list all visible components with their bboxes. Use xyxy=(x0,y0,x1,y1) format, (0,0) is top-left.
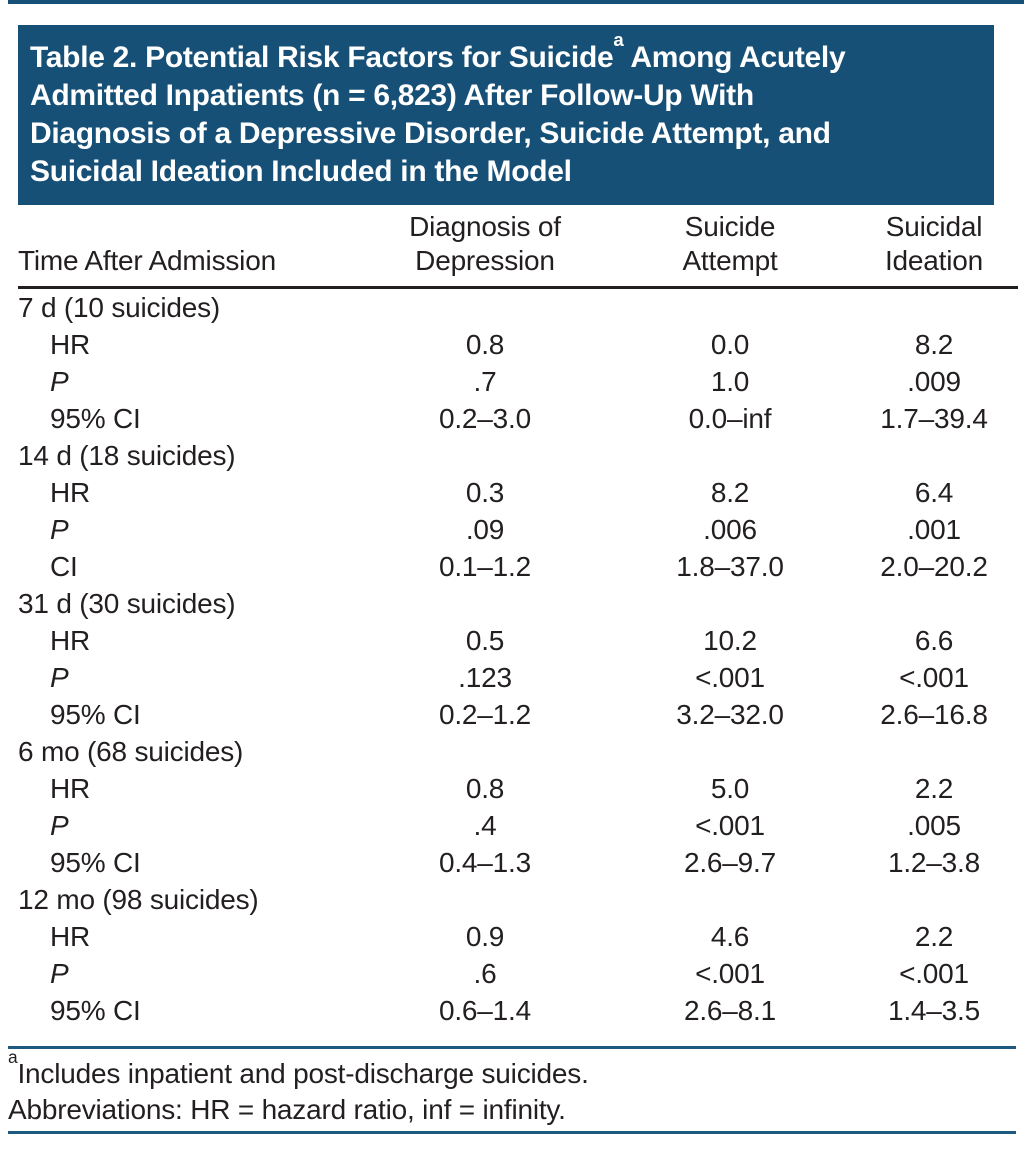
table-row xyxy=(18,955,1018,992)
table-row xyxy=(18,659,1018,696)
table-cell: 0.4–1.3 xyxy=(438,847,532,878)
table-cell: 2.0–20.2 xyxy=(880,551,988,582)
table-cell: 0.8 xyxy=(465,773,505,804)
table-cell: 2.2 xyxy=(914,921,954,952)
row-label: HR xyxy=(50,625,91,656)
table-cell xyxy=(610,585,850,622)
table-cell: .005 xyxy=(907,810,961,841)
table-cell xyxy=(360,437,610,474)
row-label: 95% CI xyxy=(50,847,141,878)
bottom-rule xyxy=(8,1131,1016,1134)
risk-factors-table xyxy=(18,210,1018,1029)
table-cell: 1.0 xyxy=(710,366,750,397)
table-cell: 2.6–8.1 xyxy=(683,995,777,1026)
table-cell xyxy=(360,733,610,770)
footnote-text: Includes inpatient and post-discharge suicides. xyxy=(17,1058,589,1089)
title-line-1 xyxy=(30,28,986,77)
row-label: 6 mo (68 suicides) xyxy=(18,736,244,767)
footnotes xyxy=(8,1047,589,1128)
row-label: P xyxy=(50,514,69,545)
group-row xyxy=(18,881,1018,918)
table-row xyxy=(18,622,1018,659)
table-cell xyxy=(610,881,850,918)
title-superscript: a xyxy=(613,28,624,50)
row-label: CI xyxy=(50,551,78,582)
header-row xyxy=(18,210,1018,288)
row-label: HR xyxy=(50,773,91,804)
table-row xyxy=(18,770,1018,807)
table-cell xyxy=(850,881,1018,918)
table-cell: 2.6–16.8 xyxy=(880,699,988,730)
table-cell: 1.2–3.8 xyxy=(887,847,981,878)
table-cell: .7 xyxy=(473,366,497,397)
header-line: Attempt xyxy=(682,245,778,276)
table-row xyxy=(18,548,1018,585)
table-row xyxy=(18,807,1018,844)
table-cell: <.001 xyxy=(899,662,969,693)
table-cell xyxy=(850,288,1018,327)
column-header-suicide-attempt xyxy=(610,210,850,288)
group-row xyxy=(18,288,1018,327)
table-cell: 0.2–1.2 xyxy=(438,699,532,730)
group-row xyxy=(18,585,1018,622)
table-row xyxy=(18,511,1018,548)
row-label: P xyxy=(50,662,69,693)
table-cell: 0.0 xyxy=(710,329,750,360)
table-cell: 6.6 xyxy=(914,625,954,656)
column-header-suicidal-ideation xyxy=(850,210,1018,288)
table-cell: 0.3 xyxy=(465,477,505,508)
table-cell: 8.2 xyxy=(914,329,954,360)
table-cell: .009 xyxy=(907,366,961,397)
column-header-diagnosis-of-depression xyxy=(360,210,610,288)
group-row xyxy=(18,437,1018,474)
footnote-a xyxy=(8,1047,589,1092)
row-label: HR xyxy=(50,477,91,508)
header-line: Depression xyxy=(415,245,555,276)
title-text: Table 2. Potential Risk Factors for Suicide xyxy=(30,41,614,74)
header-line: Diagnosis of xyxy=(409,211,561,242)
title-line-3: Diagnosis of a Depressive Disorder, Suicide Attempt, and xyxy=(30,117,831,150)
table-cell: .6 xyxy=(473,958,497,989)
header-line: Ideation xyxy=(884,245,984,276)
row-label: P xyxy=(50,366,69,397)
table-cell: 2.2 xyxy=(914,773,954,804)
table-cell: 0.1–1.2 xyxy=(438,551,532,582)
row-label: P xyxy=(50,810,69,841)
table-cell: 0.6–1.4 xyxy=(438,995,532,1026)
row-label: 7 d (10 suicides) xyxy=(18,292,221,323)
footnote-abbreviations: Abbreviations: HR = hazard ratio, inf = infinity. xyxy=(8,1094,566,1125)
row-label: P xyxy=(50,958,69,989)
table-cell xyxy=(360,288,610,327)
table-cell: .123 xyxy=(458,662,512,693)
row-label: 95% CI xyxy=(50,403,141,434)
table-cell xyxy=(610,288,850,327)
table-cell: 0.2–3.0 xyxy=(438,403,532,434)
row-label: HR xyxy=(50,329,91,360)
title-line-2: Admitted Inpatients (n = 6,823) After Follow-Up With xyxy=(30,79,754,112)
table-cell: 0.0–inf xyxy=(688,403,772,434)
footnote-top-rule xyxy=(8,1046,1016,1049)
table-row xyxy=(18,918,1018,955)
table-cell: .001 xyxy=(907,514,961,545)
header-line: Suicide xyxy=(684,211,776,242)
table-cell xyxy=(360,585,610,622)
title-text: Among Acutely xyxy=(623,41,846,74)
top-rule xyxy=(8,0,1024,4)
column-header-time-after-admission xyxy=(18,210,360,288)
table-cell: 0.5 xyxy=(465,625,505,656)
table-cell: 5.0 xyxy=(710,773,750,804)
table-cell: <.001 xyxy=(695,810,765,841)
table-cell xyxy=(610,437,850,474)
row-label: 31 d (30 suicides) xyxy=(18,588,236,619)
row-label: HR xyxy=(50,921,91,952)
table-cell xyxy=(360,881,610,918)
table-cell: 2.6–9.7 xyxy=(683,847,777,878)
table-row xyxy=(18,474,1018,511)
table-row xyxy=(18,696,1018,733)
table-row xyxy=(18,363,1018,400)
table-cell xyxy=(850,585,1018,622)
table-cell: 4.6 xyxy=(710,921,750,952)
table-cell: 1.8–37.0 xyxy=(676,551,784,582)
table-cell: <.001 xyxy=(695,662,765,693)
table-row xyxy=(18,992,1018,1029)
group-row xyxy=(18,733,1018,770)
table-row xyxy=(18,326,1018,363)
row-label: 14 d (18 suicides) xyxy=(18,440,236,471)
row-label: 95% CI xyxy=(50,699,141,730)
header-line: Suicidal xyxy=(885,211,983,242)
table-cell: 8.2 xyxy=(710,477,750,508)
table-cell: .4 xyxy=(473,810,497,841)
table-row xyxy=(18,844,1018,881)
table-cell: 1.7–39.4 xyxy=(880,403,988,434)
table-cell xyxy=(850,437,1018,474)
table-cell: 3.2–32.0 xyxy=(676,699,784,730)
table-cell xyxy=(850,733,1018,770)
row-label: 12 mo (98 suicides) xyxy=(18,884,259,915)
table-cell: <.001 xyxy=(899,958,969,989)
table-cell: 6.4 xyxy=(914,477,954,508)
header-line: Time After Admission xyxy=(18,245,276,276)
table-cell: <.001 xyxy=(695,958,765,989)
table-cell: 0.8 xyxy=(465,329,505,360)
table-cell: 0.9 xyxy=(465,921,505,952)
footnote-marker: a xyxy=(8,1047,18,1068)
row-label: 95% CI xyxy=(50,995,141,1026)
table-title xyxy=(18,25,994,205)
table-row xyxy=(18,400,1018,437)
table-cell xyxy=(610,733,850,770)
table-cell: 1.4–3.5 xyxy=(887,995,981,1026)
risk-factors-table-wrap xyxy=(18,210,1018,1029)
title-line-4: Suicidal Ideation Included in the Model xyxy=(30,155,572,188)
table-cell: 10.2 xyxy=(703,625,757,656)
table-cell: .09 xyxy=(465,514,505,545)
table-cell: .006 xyxy=(703,514,757,545)
